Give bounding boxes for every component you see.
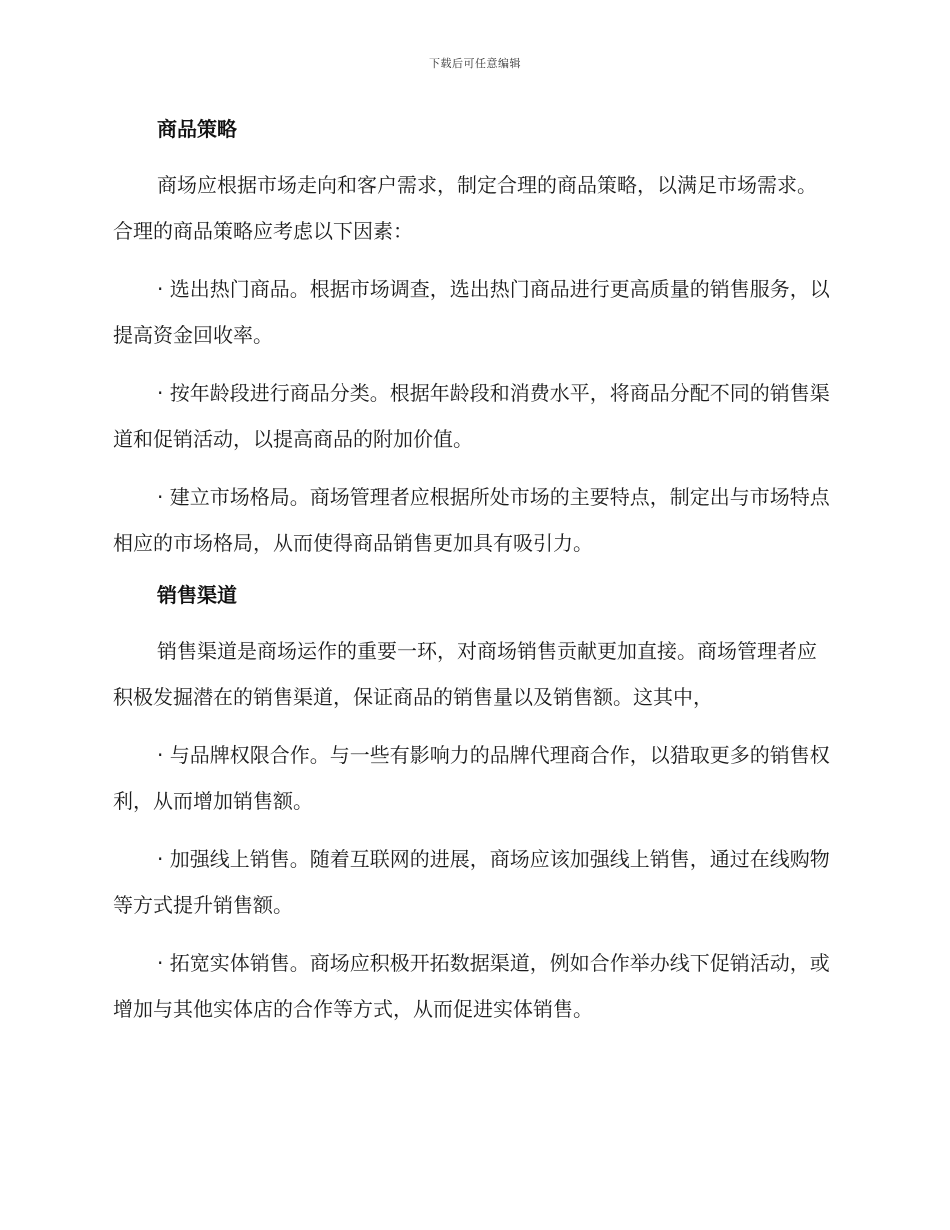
section-heading-sales-channels: 销售渠道: [157, 583, 237, 607]
paragraph: 商场应根据市场走向和客户需求，制定合理的商品策略，以满足市场需求。合理的商品策略应考虑以下因素：: [113, 173, 817, 243]
bullet-paragraph: · 与品牌权限合作。与一些有影响力的品牌代理商合作，以猎取更多的销售权利，从而增加销售额。: [113, 743, 830, 813]
header-note: 下载后可任意编辑: [429, 57, 521, 70]
document-body: [113, 112, 835, 1032]
bullet-paragraph: · 拓宽实体销售。商场应积极开拓数据渠道，例如合作举办线下促销活动，或增加与其他实体店的合作等方式，从而促进实体销售。: [113, 951, 830, 1021]
paragraph: 销售渠道是商场运作的重要一环，对商场销售贡献更加直接。商场管理者应积极发掘潜在的销售渠道，保证商品的销售量以及销售额。这其中，: [113, 639, 817, 709]
bullet-paragraph: · 按年龄段进行商品分类。根据年龄段和消费水平，将商品分配不同的销售渠道和促销活动，以提高商品的附加价值。: [113, 381, 830, 451]
bullet-paragraph: · 选出热门商品。根据市场调查，选出热门商品进行更高质量的销售服务，以提高资金回收率。: [113, 277, 830, 347]
bullet-paragraph: · 加强线上销售。随着互联网的进展，商场应该加强线上销售，通过在线购物等方式提升销售额。: [113, 847, 830, 917]
bullet-paragraph: · 建立市场格局。商场管理者应根据所处市场的主要特点，制定出与市场特点相应的市场格局，从而使得商品销售更加具有吸引力。: [113, 485, 830, 555]
section-heading-product-strategy: 商品策略: [157, 117, 237, 141]
